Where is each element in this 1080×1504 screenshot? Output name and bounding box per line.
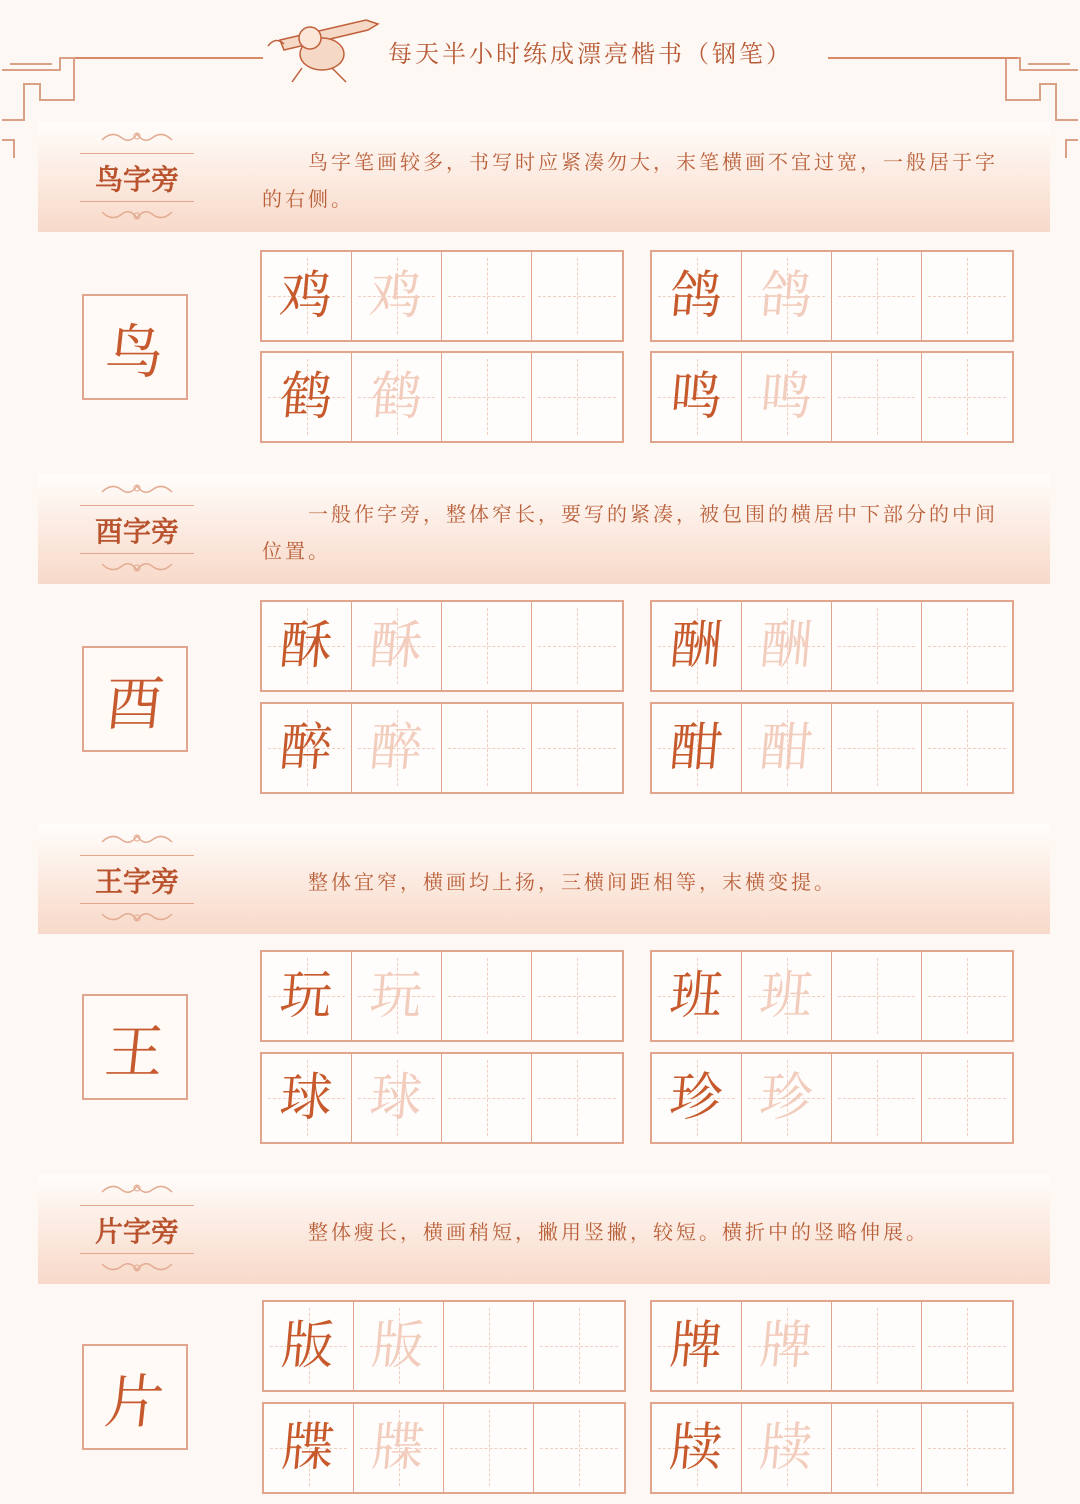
practice-grid <box>260 351 624 443</box>
section-description: 一般作字旁，整体窄长，要写的紧凑，被包围的横居中下部分的中间位置。 <box>262 502 998 563</box>
grid-cell-trace[interactable] <box>352 704 442 792</box>
trace-char: 鸽 <box>757 266 816 326</box>
label-rule-bottom <box>80 1253 194 1254</box>
trace-char: 鹤 <box>367 367 426 427</box>
section-description: 鸟字笔画较多，书写时应紧凑勿大，末笔横画不宜过宽，一般居于字的右侧。 <box>262 150 998 211</box>
practice-grid <box>262 1300 626 1392</box>
section-label: 酉字旁 <box>94 515 179 548</box>
grid-cell-trace[interactable] <box>354 1302 444 1390</box>
header-rule-right <box>828 57 1018 59</box>
page-header <box>0 0 1080 120</box>
grid-cell-blank[interactable] <box>922 602 1012 690</box>
grid-cell-model <box>264 1404 354 1492</box>
model-char: 鹤 <box>277 367 336 427</box>
section-label: 王字旁 <box>94 865 179 898</box>
trace-char: 班 <box>757 966 816 1026</box>
section-label: 片字旁 <box>94 1215 179 1248</box>
grid-cell-blank[interactable] <box>922 252 1012 340</box>
grid-cell-blank[interactable] <box>832 1302 922 1390</box>
grid-cell-trace[interactable] <box>352 1054 442 1142</box>
ornament-bottom-icon <box>100 908 174 926</box>
label-rule-top <box>80 505 194 506</box>
header-rule-left <box>75 57 263 59</box>
grid-cell-model <box>652 1404 742 1492</box>
grid-cell-trace[interactable] <box>352 353 442 441</box>
model-char: 珍 <box>667 1068 726 1128</box>
grid-cell-blank[interactable] <box>922 952 1012 1040</box>
grid-cell-model <box>262 602 352 690</box>
grid-cell-trace[interactable] <box>742 952 832 1040</box>
practice-grid <box>650 600 1014 692</box>
grid-cell-blank[interactable] <box>532 704 622 792</box>
trace-char: 醉 <box>367 718 426 778</box>
model-char: 鸽 <box>667 266 726 326</box>
grid-cell-trace[interactable] <box>742 1054 832 1142</box>
trace-char: 玩 <box>367 966 426 1026</box>
grid-cell-model <box>652 602 742 690</box>
model-char: 牒 <box>279 1418 338 1478</box>
grid-cell-model <box>262 252 352 340</box>
ornament-bottom-icon <box>100 558 174 576</box>
grid-cell-trace[interactable] <box>742 704 832 792</box>
ornament-bottom-icon <box>100 206 174 224</box>
practice-grid <box>650 1300 1014 1392</box>
trace-char: 酣 <box>757 718 816 778</box>
radical-char: 王 <box>101 1018 168 1086</box>
radical-char: 鸟 <box>101 318 168 386</box>
label-rule-bottom <box>80 553 194 554</box>
grid-cell-blank[interactable] <box>442 704 532 792</box>
model-char: 牌 <box>667 1316 726 1376</box>
grid-cell-blank[interactable] <box>922 1054 1012 1142</box>
trace-char: 牌 <box>757 1316 816 1376</box>
grid-cell-trace[interactable] <box>352 952 442 1040</box>
radical-box <box>82 294 188 400</box>
practice-grid <box>650 1402 1014 1494</box>
grid-cell-blank[interactable] <box>534 1302 624 1390</box>
ornament-top-icon <box>100 1180 174 1198</box>
trace-char: 球 <box>367 1068 426 1128</box>
grid-cell-blank[interactable] <box>832 704 922 792</box>
grid-cell-blank[interactable] <box>442 353 532 441</box>
trace-char: 鸡 <box>367 266 426 326</box>
model-char: 球 <box>277 1068 336 1128</box>
label-rule-bottom <box>80 201 194 202</box>
trace-char: 牒 <box>369 1418 428 1478</box>
model-char: 醉 <box>277 718 336 778</box>
page-title: 每天半小时练成漂亮楷书（钢笔） <box>388 40 793 68</box>
practice-grid <box>650 250 1014 342</box>
trace-char: 珍 <box>757 1068 816 1128</box>
practice-grid <box>260 250 624 342</box>
ornament-top-icon <box>100 830 174 848</box>
grid-cell-model <box>652 952 742 1040</box>
trace-char: 鸣 <box>757 367 816 427</box>
section-description: 整体宜窄，横画均上扬，三横间距相等，末横变提。 <box>308 870 837 894</box>
grid-cell-model <box>262 952 352 1040</box>
grid-cell-blank[interactable] <box>444 1302 534 1390</box>
practice-grid <box>650 950 1014 1042</box>
model-char: 牍 <box>667 1418 726 1478</box>
label-rule-top <box>80 153 194 154</box>
grid-cell-blank[interactable] <box>832 602 922 690</box>
practice-grid <box>260 600 624 692</box>
grid-cell-blank[interactable] <box>832 952 922 1040</box>
radical-box <box>82 1344 188 1450</box>
ornament-bottom-icon <box>100 1258 174 1276</box>
model-char: 酥 <box>277 616 336 676</box>
trace-char: 版 <box>369 1316 428 1376</box>
grid-cell-blank[interactable] <box>832 252 922 340</box>
grid-cell-blank[interactable] <box>922 353 1012 441</box>
grid-cell-model <box>652 704 742 792</box>
grid-cell-model <box>262 704 352 792</box>
grid-cell-model <box>652 1054 742 1142</box>
radical-char: 片 <box>101 1368 168 1436</box>
label-rule-bottom <box>80 903 194 904</box>
label-rule-top <box>80 855 194 856</box>
practice-grid <box>260 702 624 794</box>
model-char: 鸡 <box>277 266 336 326</box>
grid-cell-model <box>262 1054 352 1142</box>
trace-char: 牍 <box>757 1418 816 1478</box>
grid-cell-trace[interactable] <box>742 252 832 340</box>
model-char: 酣 <box>667 718 726 778</box>
grid-cell-blank[interactable] <box>832 1054 922 1142</box>
grid-cell-blank[interactable] <box>444 1404 534 1492</box>
radical-box <box>82 994 188 1100</box>
grid-cell-blank[interactable] <box>442 952 532 1040</box>
section-description: 整体瘦长，横画稍短，撇用竖撇，较短。横折中的竖略伸展。 <box>308 1220 929 1244</box>
grid-cell-blank[interactable] <box>532 952 622 1040</box>
grid-cell-blank[interactable] <box>442 1054 532 1142</box>
radical-char: 酉 <box>101 670 168 738</box>
section-label-block <box>72 824 202 934</box>
grid-cell-blank[interactable] <box>922 1404 1012 1492</box>
grid-cell-blank[interactable] <box>532 1054 622 1142</box>
model-char: 酬 <box>667 616 726 676</box>
grid-cell-trace[interactable] <box>354 1404 444 1492</box>
grid-cell-blank[interactable] <box>534 1404 624 1492</box>
pencil-mascot-icon <box>262 10 384 88</box>
grid-cell-model <box>262 353 352 441</box>
section-label: 鸟字旁 <box>94 163 179 196</box>
trace-char: 酬 <box>757 616 816 676</box>
model-char: 玩 <box>277 966 336 1026</box>
trace-char: 酥 <box>367 616 426 676</box>
grid-cell-blank[interactable] <box>532 252 622 340</box>
grid-cell-model <box>652 252 742 340</box>
grid-cell-trace[interactable] <box>352 602 442 690</box>
model-char: 鸣 <box>667 367 726 427</box>
grid-cell-trace[interactable] <box>742 1404 832 1492</box>
grid-cell-blank[interactable] <box>532 353 622 441</box>
radical-box <box>82 646 188 752</box>
model-char: 班 <box>667 966 726 1026</box>
ornament-top-icon <box>100 480 174 498</box>
model-char: 版 <box>279 1316 338 1376</box>
section-label-block <box>72 474 202 584</box>
grid-cell-trace[interactable] <box>742 353 832 441</box>
grid-cell-trace[interactable] <box>742 602 832 690</box>
grid-cell-model <box>264 1302 354 1390</box>
grid-cell-blank[interactable] <box>532 602 622 690</box>
grid-cell-blank[interactable] <box>922 1302 1012 1390</box>
grid-cell-trace[interactable] <box>742 1302 832 1390</box>
grid-cell-blank[interactable] <box>442 252 532 340</box>
grid-cell-trace[interactable] <box>352 252 442 340</box>
practice-grid <box>262 1402 626 1494</box>
practice-grid <box>650 702 1014 794</box>
practice-grid <box>650 351 1014 443</box>
grid-cell-blank[interactable] <box>832 353 922 441</box>
ornament-top-icon <box>100 128 174 146</box>
grid-cell-model <box>652 1302 742 1390</box>
section-label-block <box>72 1174 202 1284</box>
grid-cell-blank[interactable] <box>922 704 1012 792</box>
label-rule-top <box>80 1205 194 1206</box>
section-label-block <box>72 122 202 232</box>
practice-grid <box>650 1052 1014 1144</box>
practice-grid <box>260 1052 624 1144</box>
grid-cell-model <box>652 353 742 441</box>
practice-grid <box>260 950 624 1042</box>
grid-cell-blank[interactable] <box>832 1404 922 1492</box>
grid-cell-blank[interactable] <box>442 602 532 690</box>
